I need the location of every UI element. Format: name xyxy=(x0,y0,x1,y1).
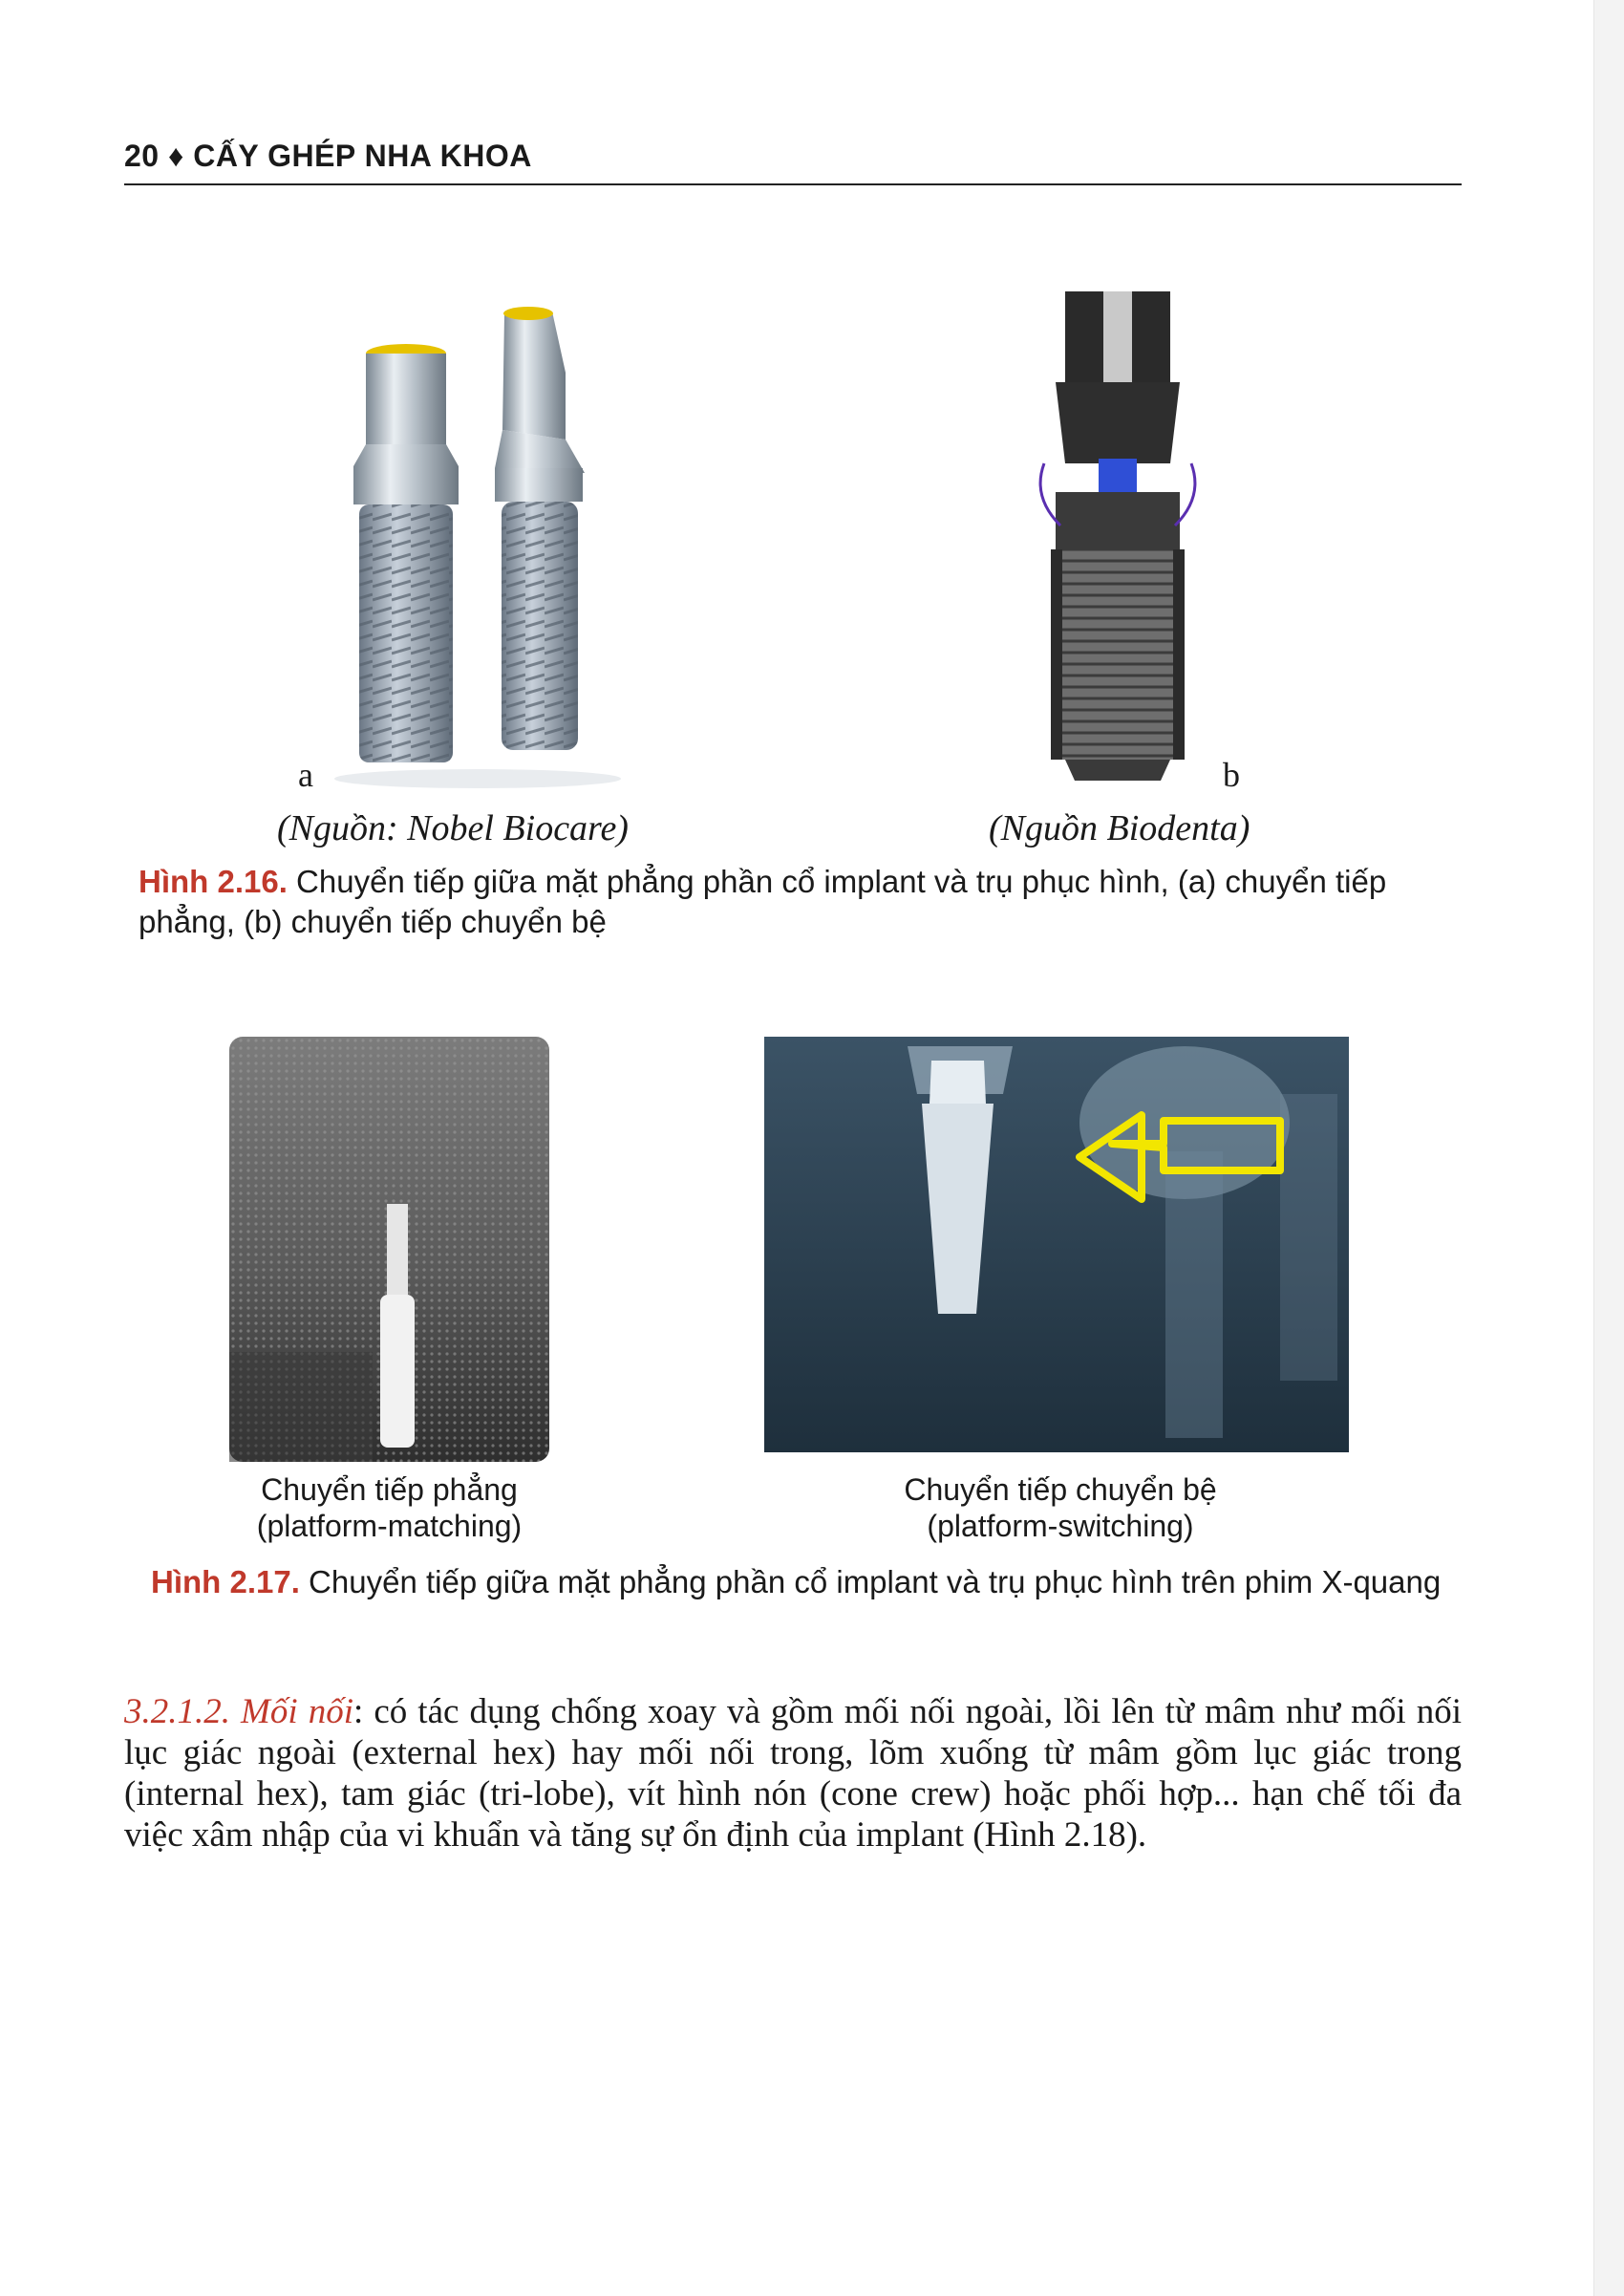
section-paragraph xyxy=(124,1691,1462,1856)
figure-2-16-number: Hình 2.16. xyxy=(139,864,288,899)
figure-2-16b-cross-section xyxy=(1027,291,1208,788)
right-caption-line2: (platform-switching) xyxy=(927,1509,1194,1543)
figure-2-17-right-caption xyxy=(841,1471,1280,1544)
figure-2-16-caption xyxy=(139,862,1447,942)
figure-2-16a-implant-photo xyxy=(315,296,640,793)
figure-2-17-caption-text: Chuyển tiếp giữa mặt phẳng phần cổ implant và trụ phục hình trên phim X-quang xyxy=(299,1564,1442,1599)
figure-2-17-caption xyxy=(151,1562,1469,1602)
right-caption-line1: Chuyển tiếp chuyển bệ xyxy=(904,1472,1217,1507)
figure-2-16-caption-text: Chuyển tiếp giữa mặt phẳng phần cổ implant và trụ phục hình, (a) chuyển tiếp phẳng, (b) chuyển tiếp chuyển bệ xyxy=(139,864,1387,939)
left-caption-line2: (platform-matching) xyxy=(256,1509,523,1543)
page-edge xyxy=(1593,0,1624,2296)
paragraph-text: : có tác dụng chống xoay và gồm mối nối ngoài, lồi lên từ mâm như mối nối lục giác ngoài (external hex) hay mối nối trong, lõm xuống từ mâm gồm lục giác trong (internal hex), tam giác (tri-lobe), vít hình nón (cone crew) hoặc phối hợp... hạn chế tối đa việc xâm nhập của vi khuẩn và tăng sự ổn định của implant (Hình 2.18). xyxy=(124,1692,1462,1855)
left-caption-line1: Chuyển tiếp phẳng xyxy=(261,1472,518,1507)
figure-2-17-xray-platform-matching xyxy=(229,1037,549,1462)
source-credit-b: (Nguồn Biodenta) xyxy=(989,808,1250,848)
panel-letter-b: b xyxy=(1223,756,1240,794)
panel-letter-a: a xyxy=(298,756,313,794)
running-header: 20 ♦ CẤY GHÉP NHA KHOA xyxy=(124,139,532,173)
section-heading: 3.2.1.2. Mối nối xyxy=(124,1692,353,1731)
figure-2-17-xray-platform-switching xyxy=(764,1037,1349,1452)
figure-2-17-left-caption xyxy=(201,1471,578,1544)
figure-2-17-number: Hình 2.17. xyxy=(151,1564,300,1599)
header-rule xyxy=(124,183,1462,185)
source-credit-a: (Nguồn: Nobel Biocare) xyxy=(277,808,629,848)
